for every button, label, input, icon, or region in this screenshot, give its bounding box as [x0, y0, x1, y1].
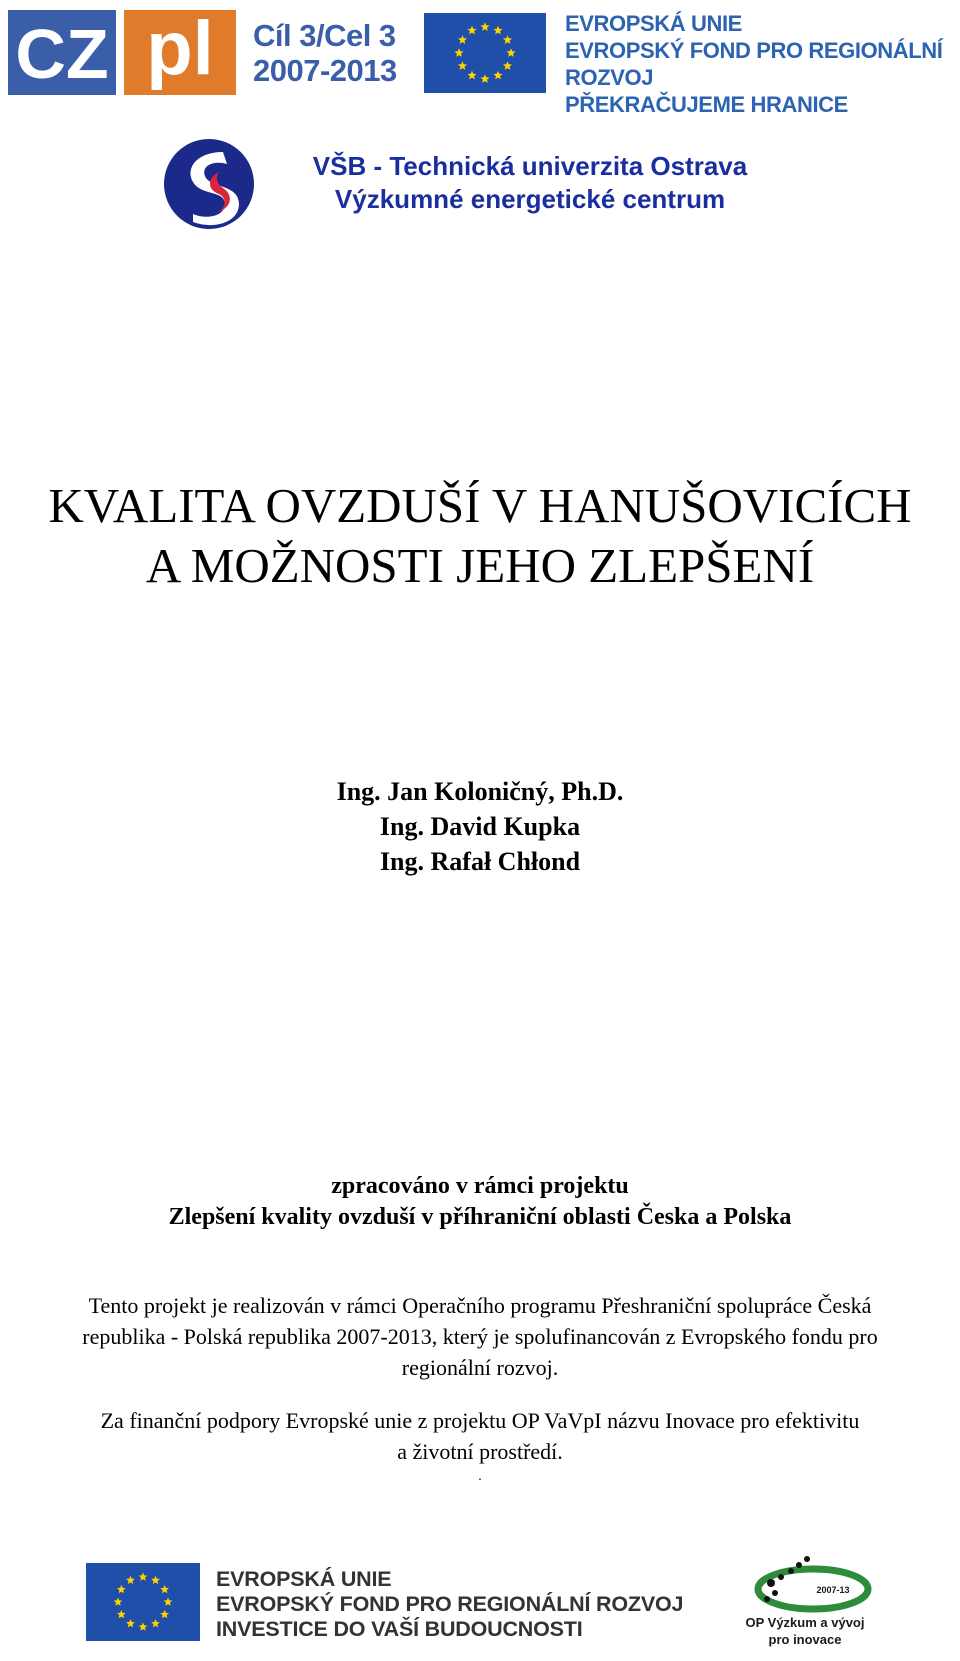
title-line-1: KVALITA OVZDUŠÍ V HANUŠOVICÍCH — [48, 478, 912, 533]
university-line-1: VŠB - Technická univerzita Ostrava — [312, 151, 748, 181]
cil-program-label — [253, 18, 403, 88]
title-line-2: A MOŽNOSTI JEHO ZLEPŠENÍ — [145, 538, 815, 593]
op-vavpi-label — [735, 1614, 875, 1648]
university-line-2: Výzkumné energetické centrum — [334, 184, 726, 214]
program-line-1: Tento projekt je realizován v rámci Operačního programu Přeshraniční spolupráce Česká — [88, 1293, 872, 1318]
author-1: Ing. Jan Koloničný, Ph.D. — [336, 777, 624, 806]
authors-list — [0, 774, 960, 879]
eu-footer-line-3: INVESTICE DO VAŠÍ BUDOUCNOSTI — [216, 1617, 583, 1641]
eu-footer-line-1: EVROPSKÁ UNIE — [216, 1567, 392, 1591]
support-paragraph — [10, 1405, 950, 1487]
program-paragraph — [10, 1290, 950, 1383]
cil-line-1: Cíl 3/Cel 3 — [253, 18, 396, 53]
eu-footer-line-2: EVROPSKÝ FOND PRO REGIONÁLNÍ ROZVOJ — [216, 1592, 684, 1616]
project-line-2: Zlepšení kvality ovzduší v příhraniční oblasti Česka a Polska — [168, 1204, 792, 1230]
eu-flag-icon — [424, 13, 546, 93]
eu-fund-footer — [216, 1567, 716, 1642]
vsb-logo-icon — [163, 138, 255, 230]
czpl-logo — [8, 10, 236, 95]
op-logo-years: 2007-13 — [816, 1585, 850, 1595]
project-statement — [0, 1171, 960, 1233]
cil-line-2: 2007-2013 — [253, 53, 397, 88]
eu-flag-footer-icon — [86, 1563, 200, 1641]
support-line-1: Za finanční podpory Evropské unie z projektu OP VaVpI názvu Inovace pro efektivitu — [100, 1408, 860, 1433]
program-line-2: republika - Polská republika 2007-2013, který je spolufinancován z Evropského fondu pro — [82, 1324, 878, 1349]
eu-header-line-3: PŘEKRAČUJEME HRANICE — [565, 92, 848, 117]
program-line-3: regionální rozvoj. — [401, 1355, 559, 1380]
eu-header-line-2: EVROPSKÝ FOND PRO REGIONÁLNÍ ROZVOJ — [565, 38, 943, 90]
support-line-3: . — [478, 1469, 482, 1484]
author-3: Ing. Rafał Chłond — [379, 847, 581, 876]
eu-header-line-1: EVROPSKÁ UNIE — [565, 11, 742, 36]
czpl-logo-right: pl — [146, 10, 214, 91]
project-line-1: zpracováno v rámci projektu — [331, 1173, 629, 1199]
document-title — [0, 476, 960, 596]
czpl-logo-left: CZ — [15, 15, 109, 93]
op-vavpi-logo-icon — [735, 1553, 885, 1613]
eu-fund-header — [565, 10, 960, 118]
author-2: Ing. David Kupka — [379, 812, 581, 841]
support-line-2: a životní prostředí. — [397, 1439, 563, 1464]
university-name — [270, 150, 790, 216]
op-line-1: OP Výzkum a vývoj — [745, 1615, 865, 1630]
op-line-2: pro inovace — [768, 1632, 842, 1647]
